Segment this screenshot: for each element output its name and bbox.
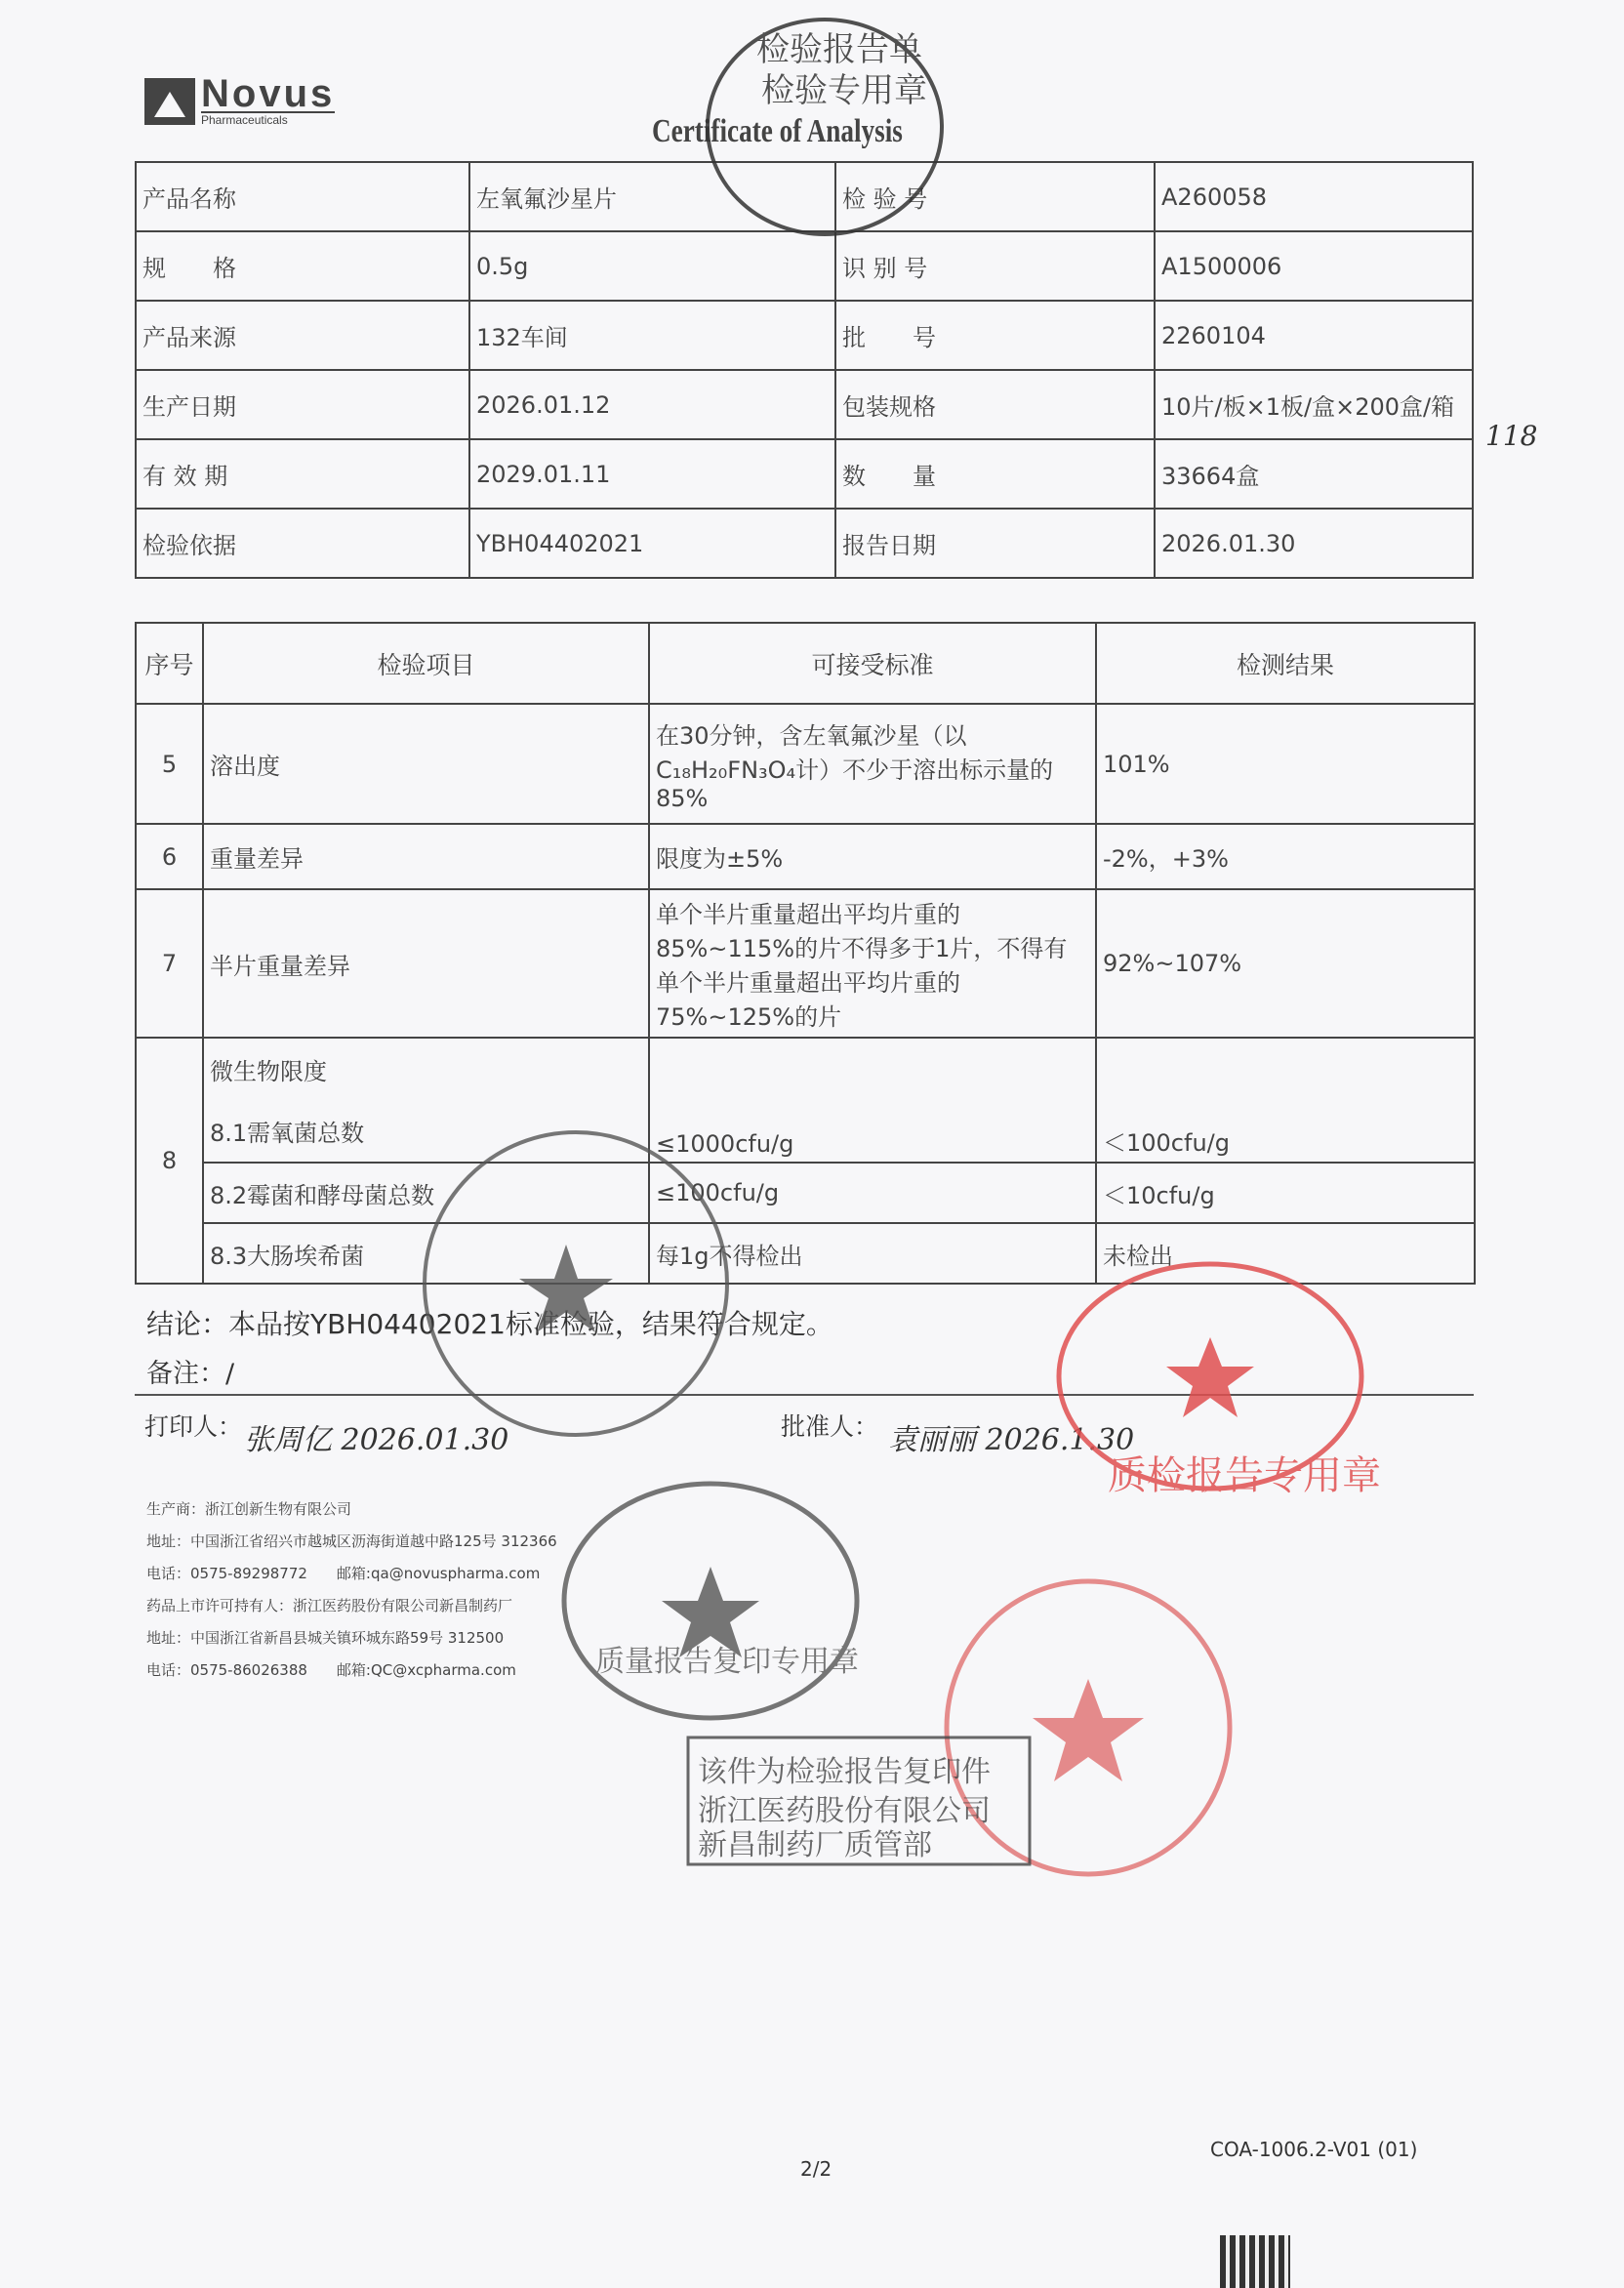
printer-signature: 张周亿 2026.01.30: [244, 1423, 509, 1457]
logo-name: Novus: [201, 72, 336, 115]
footer-line: 地址：中国浙江省绍兴市越城区沥海街道越中路125号 312366: [146, 1532, 557, 1550]
row-standard: 单个半片重量超出平均片重的85%~115%的片不得多于1片，不得有单个半片重量超出平均片重的75%~125%的片: [649, 889, 1096, 1038]
info-label: 产品来源: [136, 301, 469, 370]
info-label: 产品名称: [136, 162, 469, 231]
stamp-top: [708, 20, 942, 234]
margin-note: 118: [1485, 420, 1538, 452]
row-result: ＜100cfu/g: [1096, 1038, 1475, 1163]
row-item: 8.3大肠埃希菌: [203, 1223, 649, 1284]
row-item: 半片重量差异: [203, 889, 649, 1038]
row-result: ＜10cfu/g: [1096, 1163, 1475, 1223]
svg-text:质量报告复印专用章: 质量报告复印专用章: [595, 1645, 859, 1679]
footer-line: 生产商：浙江创新生物有限公司: [146, 1500, 352, 1518]
info-value2: 10片/板×1板/盒×200盒/箱: [1155, 370, 1473, 439]
info-value2: 2260104: [1155, 301, 1473, 370]
document-code: COA-1006.2-V01 (01): [1210, 2138, 1418, 2161]
printer-label: 打印人：: [144, 1412, 243, 1441]
info-value: 132车间: [469, 301, 835, 370]
row-no: 8: [136, 1038, 203, 1284]
approver-label: 批准人：: [781, 1412, 879, 1441]
info-label2: 数 量: [835, 439, 1155, 509]
footer-line: 地址：中国浙江省新昌县城关镇环城东路59号 312500: [146, 1629, 505, 1647]
row-result: -2%，+3%: [1096, 824, 1475, 889]
stamp-middle: [425, 1132, 727, 1435]
svg-text:该件为检验报告复印件: 该件为检验报告复印件: [698, 1755, 991, 1789]
col-header-standard: 可接受标准: [649, 623, 1096, 704]
remark: 备注：/: [146, 1359, 235, 1389]
info-value: 左氧氟沙星片: [469, 162, 835, 231]
row-no: 5: [136, 704, 203, 824]
row-standard: 在30分钟，含左氧氟沙星（以C₁₈H₂₀FN₃O₄计）不少于溶出标示量的85%: [649, 704, 1096, 824]
col-header-no: 序号: [136, 623, 203, 704]
info-label: 检验依据: [136, 509, 469, 578]
info-label2: 批 号: [835, 301, 1155, 370]
row-item: 8.2霉菌和酵母菌总数: [203, 1163, 649, 1223]
stamp-box: [688, 1737, 1030, 1864]
info-value2: 2026.01.30: [1155, 509, 1473, 578]
row-standard: ≤1000cfu/g: [649, 1038, 1096, 1163]
logo-sub: Pharmaceuticals: [201, 111, 335, 127]
row-standard: 限度为±5%: [649, 824, 1096, 889]
footer-line: 药品上市许可持有人：浙江医药股份有限公司新昌制药厂: [146, 1597, 513, 1614]
approver-signature: 袁丽丽 2026.1.30: [888, 1423, 1135, 1457]
row-item: 重量差异: [203, 824, 649, 889]
info-label2: 报告日期: [835, 509, 1155, 578]
col-header-result: 检测结果: [1096, 623, 1475, 704]
qr-code-icon: [1220, 2235, 1290, 2288]
col-header-item: 检验项目: [203, 623, 649, 704]
info-label2: 包装规格: [835, 370, 1155, 439]
info-label2: 识 别 号: [835, 231, 1155, 301]
info-value: 2026.01.12: [469, 370, 835, 439]
conclusion: 结论：本品按YBH04402021标准检验，结果符合规定。: [146, 1308, 833, 1340]
info-value: YBH04402021: [469, 509, 835, 578]
info-label: 有 效 期: [136, 439, 469, 509]
row-standard: 每1g不得检出: [649, 1223, 1096, 1284]
svg-text:浙江医药股份有限公司: 浙江医药股份有限公司: [698, 1794, 991, 1828]
info-label: 规 格: [136, 231, 469, 301]
stamp-gray: [564, 1484, 859, 1718]
footer-line: 电话：0575-86026388 邮箱:QC@xcpharma.com: [146, 1661, 516, 1679]
row-item: 微生物限度: [203, 1038, 649, 1099]
svg-text:新昌制药厂质管部: 新昌制药厂质管部: [698, 1828, 932, 1862]
row-item: 8.1需氧菌总数: [203, 1099, 649, 1163]
info-value: 0.5g: [469, 231, 835, 301]
info-value2: A1500006: [1155, 231, 1473, 301]
info-value2: A260058: [1155, 162, 1473, 231]
row-result: 101%: [1096, 704, 1475, 824]
row-no: 6: [136, 824, 203, 889]
row-item: 溶出度: [203, 704, 649, 824]
info-label: 生产日期: [136, 370, 469, 439]
row-result: 未检出: [1096, 1223, 1475, 1284]
info-label2: 检 验 号: [835, 162, 1155, 231]
row-no: 7: [136, 889, 203, 1038]
stamp-red-1: [1059, 1264, 1381, 1498]
stamp-red-2: [947, 1581, 1230, 1874]
info-value2: 33664盒: [1155, 439, 1473, 509]
svg-text:检验报告单: 检验报告单: [756, 30, 922, 69]
info-value: 2029.01.11: [469, 439, 835, 509]
page-number: 2/2: [800, 2157, 832, 2181]
row-standard: ≤100cfu/g: [649, 1163, 1096, 1223]
document-title: Certificate of Analysis: [652, 113, 903, 149]
footer-line: 电话：0575-89298772 邮箱:qa@novuspharma.com: [146, 1565, 541, 1582]
row-result: 92%~107%: [1096, 889, 1475, 1038]
svg-text:检验专用章: 检验专用章: [761, 71, 927, 110]
svg-text:质检报告专用章: 质检报告专用章: [1108, 1453, 1381, 1498]
